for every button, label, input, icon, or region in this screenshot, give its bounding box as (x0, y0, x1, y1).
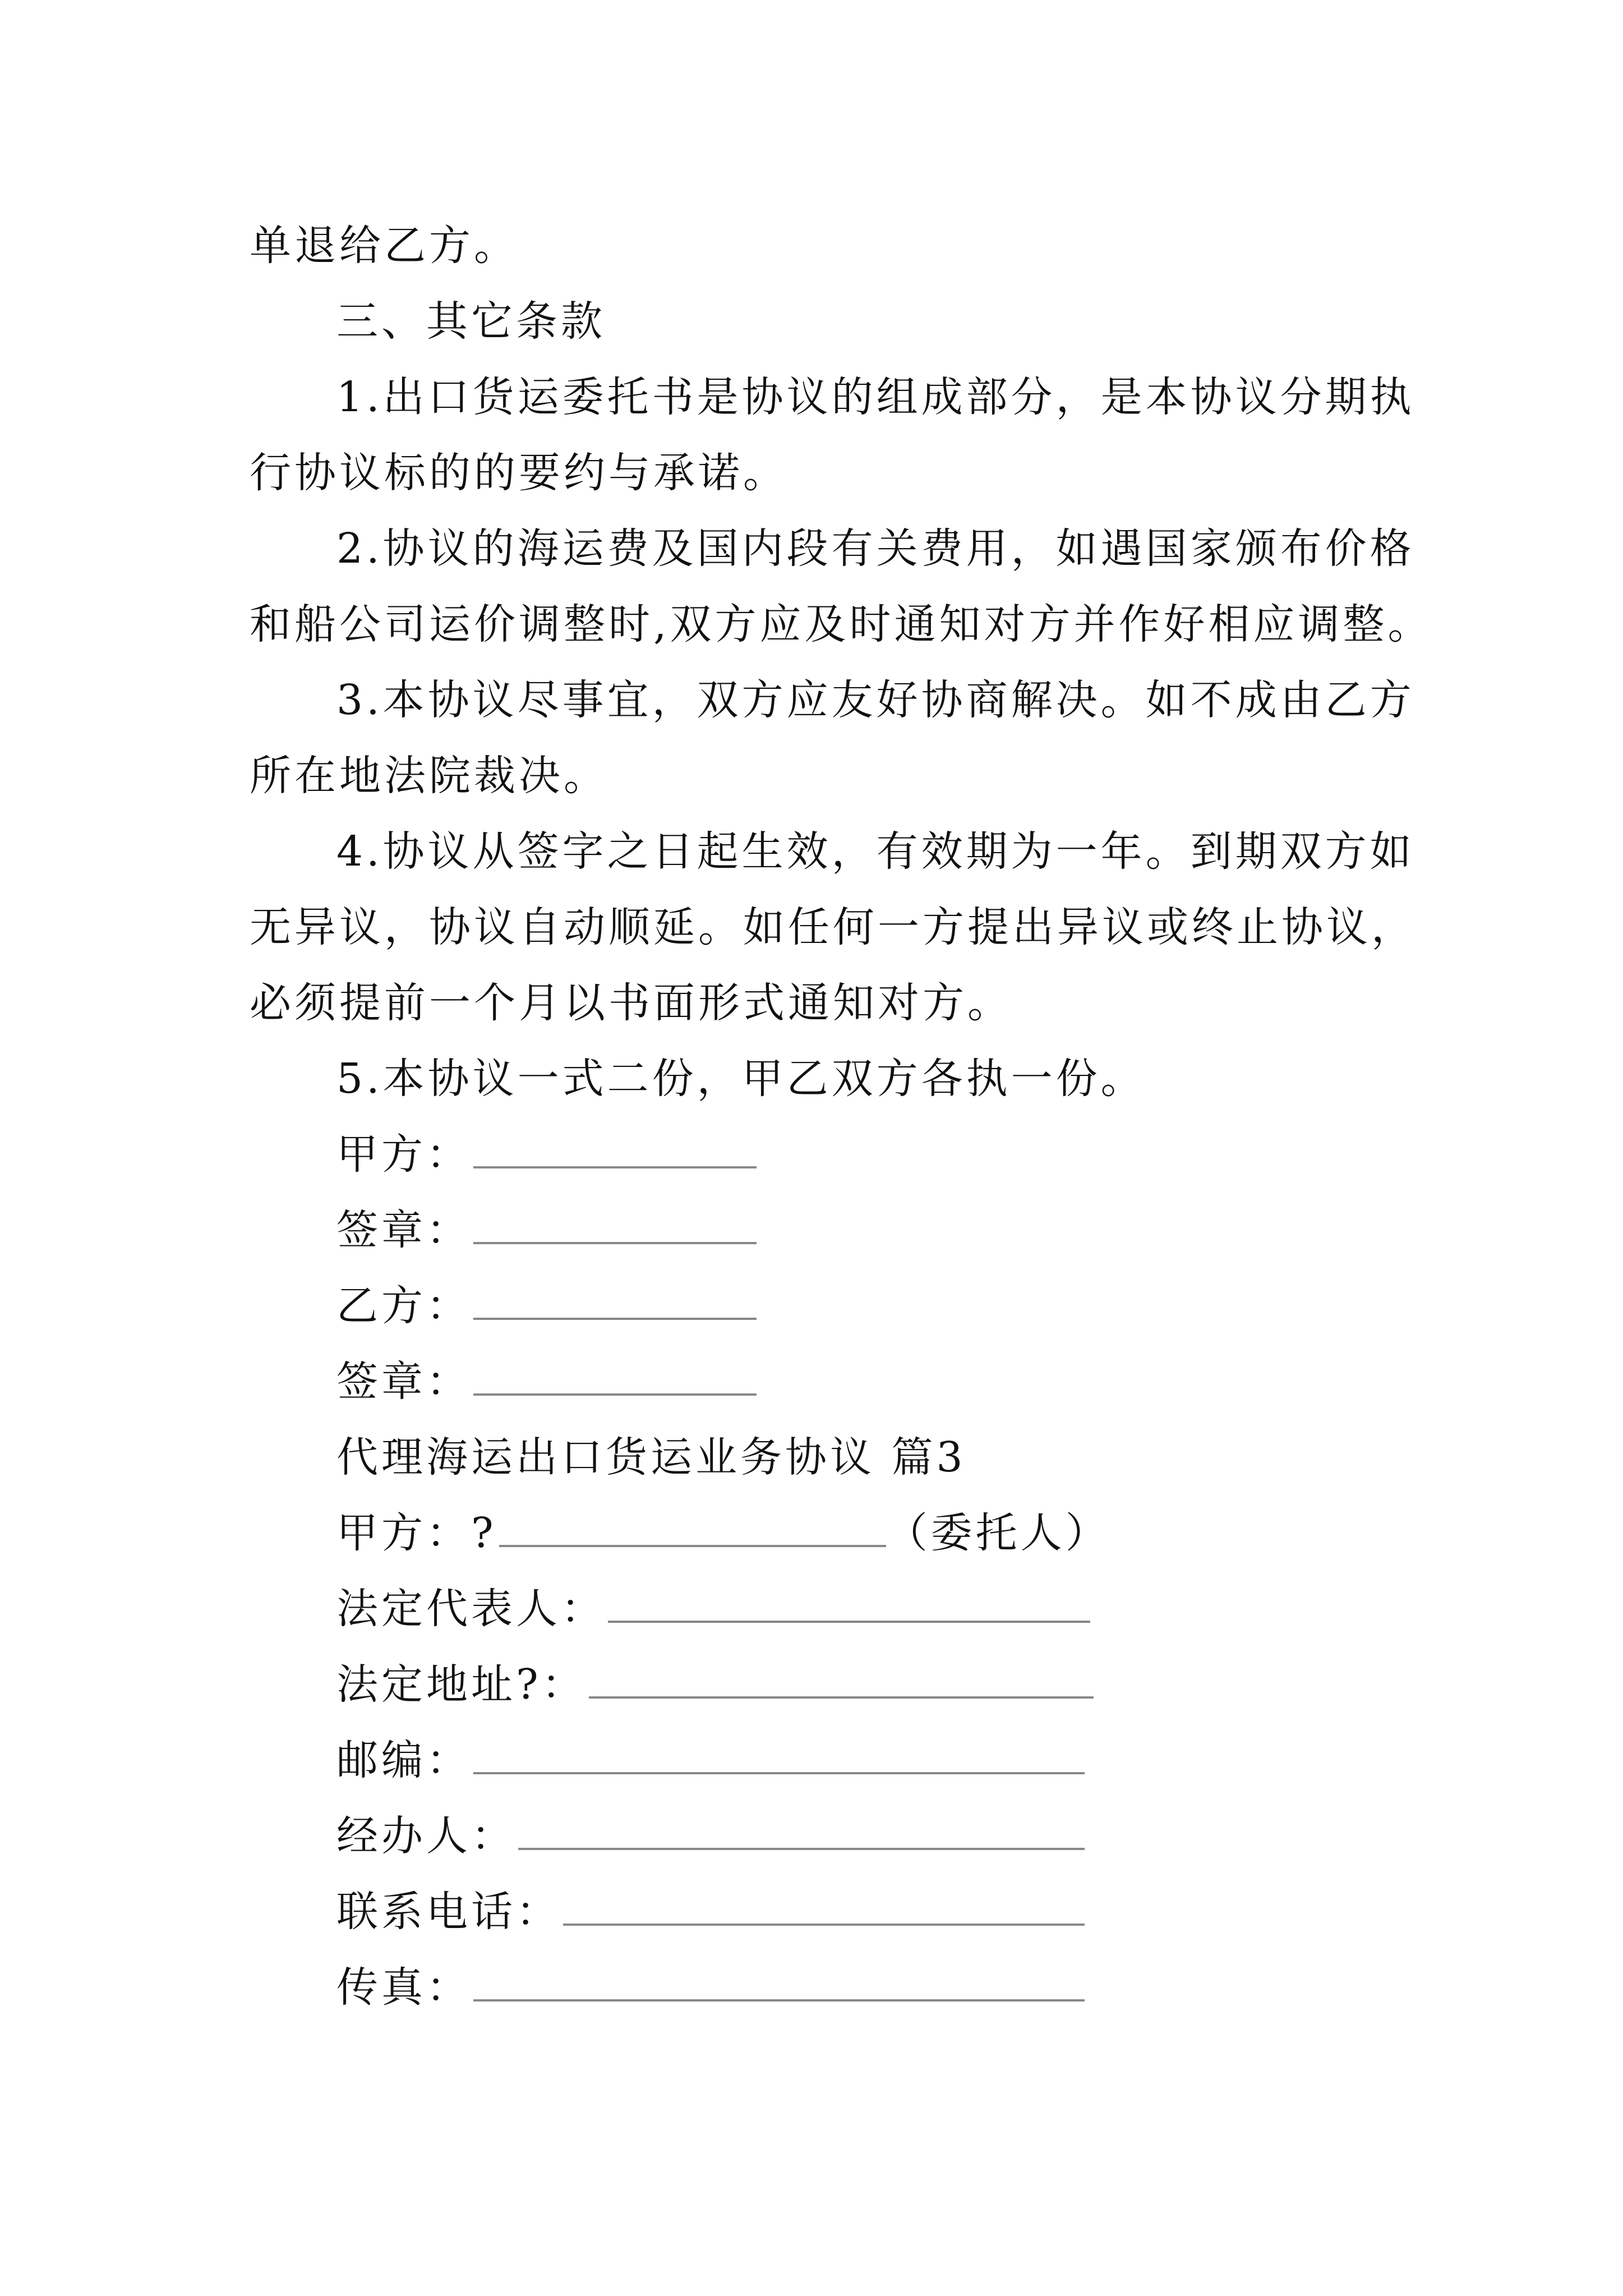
blank-underline (608, 1621, 1090, 1623)
legal-address-field (336, 1657, 1094, 1713)
party-a-entrusting-field (336, 1505, 1110, 1561)
paragraph-text: 必须提前一个月以书面形式通知对方。 (250, 979, 1012, 1027)
section-heading: 三、其它条款 (336, 297, 606, 346)
blank-underline (473, 1772, 1085, 1774)
blank-underline (589, 1696, 1094, 1699)
paragraph-text: 2.协议的海运费及国内段有关费用，如遇国家颁布价格 (336, 524, 1415, 573)
handler-field (336, 1808, 1085, 1864)
field-label: 邮编： (336, 1736, 471, 1784)
field-label: 法定地址?： (336, 1660, 587, 1709)
fax-field (336, 1959, 1085, 2016)
paragraph-text: 3.本协议尽事宜，双方应友好协商解决。如不成由乙方 (336, 676, 1415, 724)
paragraph-text: 4.协议从签字之日起生效，有效期为一年。到期双方如 (336, 827, 1415, 876)
field-label: 传真： (336, 1963, 471, 2012)
party-a-field (336, 1126, 757, 1182)
blank-underline (473, 1242, 757, 1244)
field-label: 签章： (336, 1206, 471, 1254)
field-label: 甲方：? (336, 1509, 497, 1557)
blank-underline (473, 1166, 757, 1168)
blank-underline (518, 1848, 1085, 1850)
paragraph-text: 无异议，协议自动顺延。如任何一方提出异议或终止协议， (250, 903, 1416, 951)
seal-a-field (336, 1202, 757, 1258)
field-label: 联系电话： (336, 1888, 561, 1936)
blank-underline (473, 1999, 1085, 2001)
field-label: 法定代表人： (336, 1585, 606, 1633)
field-label: 经办人： (336, 1812, 516, 1860)
party-b-field (336, 1278, 757, 1334)
paragraph-text: 5.本协议一式二份，甲乙双方各执一份。 (336, 1055, 1146, 1103)
paragraph-text: 单退给乙方。 (250, 222, 519, 270)
legal-representative-field (336, 1581, 1090, 1637)
section-title: 代理海运出口货运业务协议 篇3 (336, 1433, 966, 1481)
seal-b-field (336, 1354, 757, 1410)
blank-underline (499, 1545, 886, 1547)
field-label: 甲方： (336, 1130, 471, 1179)
blank-underline (473, 1318, 757, 1320)
phone-field (336, 1884, 1085, 1940)
blank-underline (563, 1924, 1085, 1926)
paragraph-text: 行协议标的的要约与承诺。 (250, 449, 788, 497)
paragraph-text: 1.出口货运委托书是协议的组成部分，是本协议分期执 (336, 373, 1415, 421)
postcode-field (336, 1732, 1085, 1788)
field-label: 乙方： (336, 1282, 471, 1330)
paragraph-text: 和船公司运价调整时,双方应及时通知对方并作好相应调整。 (250, 600, 1433, 648)
paragraph-text: 所在地法院裁决。 (250, 752, 608, 800)
field-label: 签章： (336, 1358, 471, 1406)
field-note: （委托人） (886, 1509, 1110, 1557)
blank-underline (473, 1393, 757, 1396)
